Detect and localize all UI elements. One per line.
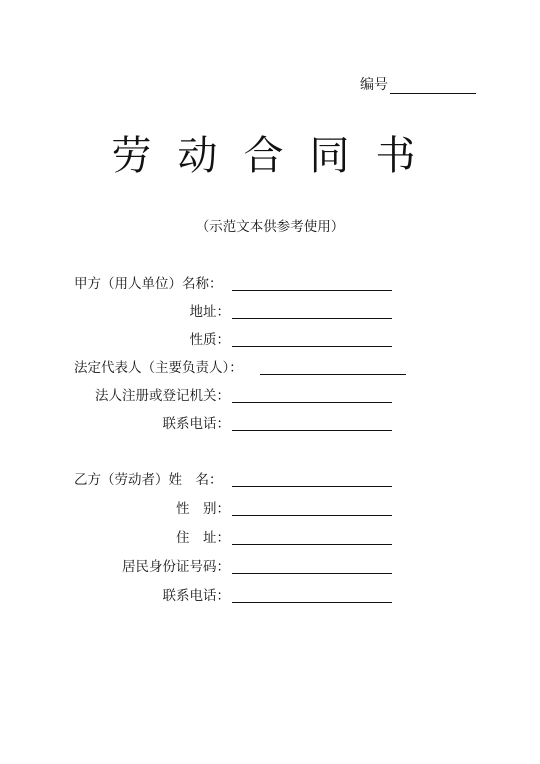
party-b-name-field[interactable] bbox=[232, 470, 392, 487]
party-a-address-label: 地址： bbox=[189, 304, 230, 320]
party-b-id-label: 居民身份证号码： bbox=[122, 559, 230, 575]
serial-number bbox=[360, 74, 476, 94]
party-a-phone-row bbox=[0, 414, 540, 434]
party-b-name-label: 乙方（劳动者）姓 名： bbox=[74, 472, 223, 488]
party-a-registration-field[interactable] bbox=[232, 386, 392, 403]
party-b-address-field[interactable] bbox=[232, 528, 392, 545]
party-b-id-field[interactable] bbox=[232, 557, 392, 574]
party-a-nature-label: 性质： bbox=[189, 332, 230, 348]
party-b-gender-field[interactable] bbox=[232, 499, 392, 516]
party-a-registration-label: 法人注册或登记机关： bbox=[95, 388, 230, 404]
serial-number-label: 编号 bbox=[360, 77, 388, 93]
party-a-name-field[interactable] bbox=[232, 274, 392, 291]
party-a-legal-rep-label: 法定代表人（主要负责人）： bbox=[74, 360, 243, 376]
party-a-name-row bbox=[0, 274, 540, 294]
party-a-name-label: 甲方（用人单位）名称： bbox=[74, 276, 223, 292]
party-a-registration-row bbox=[0, 386, 540, 406]
party-b-phone-label: 联系电话： bbox=[162, 588, 230, 604]
party-a-legal-rep-field[interactable] bbox=[260, 358, 406, 375]
party-b-name-row bbox=[0, 470, 540, 490]
party-a-nature-field[interactable] bbox=[232, 330, 392, 347]
party-a-phone-label: 联系电话： bbox=[162, 416, 230, 432]
party-a-legal-rep-row bbox=[0, 358, 540, 378]
party-b-phone-row bbox=[0, 586, 540, 606]
party-a-phone-field[interactable] bbox=[232, 414, 392, 431]
party-b-id-row bbox=[0, 557, 540, 577]
document-subtitle: （示范文本供参考使用） bbox=[195, 219, 345, 235]
party-b-address-row bbox=[0, 528, 540, 548]
document-title: 劳动合同书 bbox=[111, 133, 442, 179]
party-b-gender-label: 性 别： bbox=[176, 501, 230, 517]
party-b-phone-field[interactable] bbox=[232, 586, 392, 603]
party-a-address-row bbox=[0, 302, 540, 322]
party-a-nature-row bbox=[0, 330, 540, 350]
party-b-gender-row bbox=[0, 499, 540, 519]
serial-number-field[interactable] bbox=[390, 79, 476, 94]
party-a-address-field[interactable] bbox=[232, 302, 392, 319]
party-b-address-label: 住 址： bbox=[176, 530, 230, 546]
